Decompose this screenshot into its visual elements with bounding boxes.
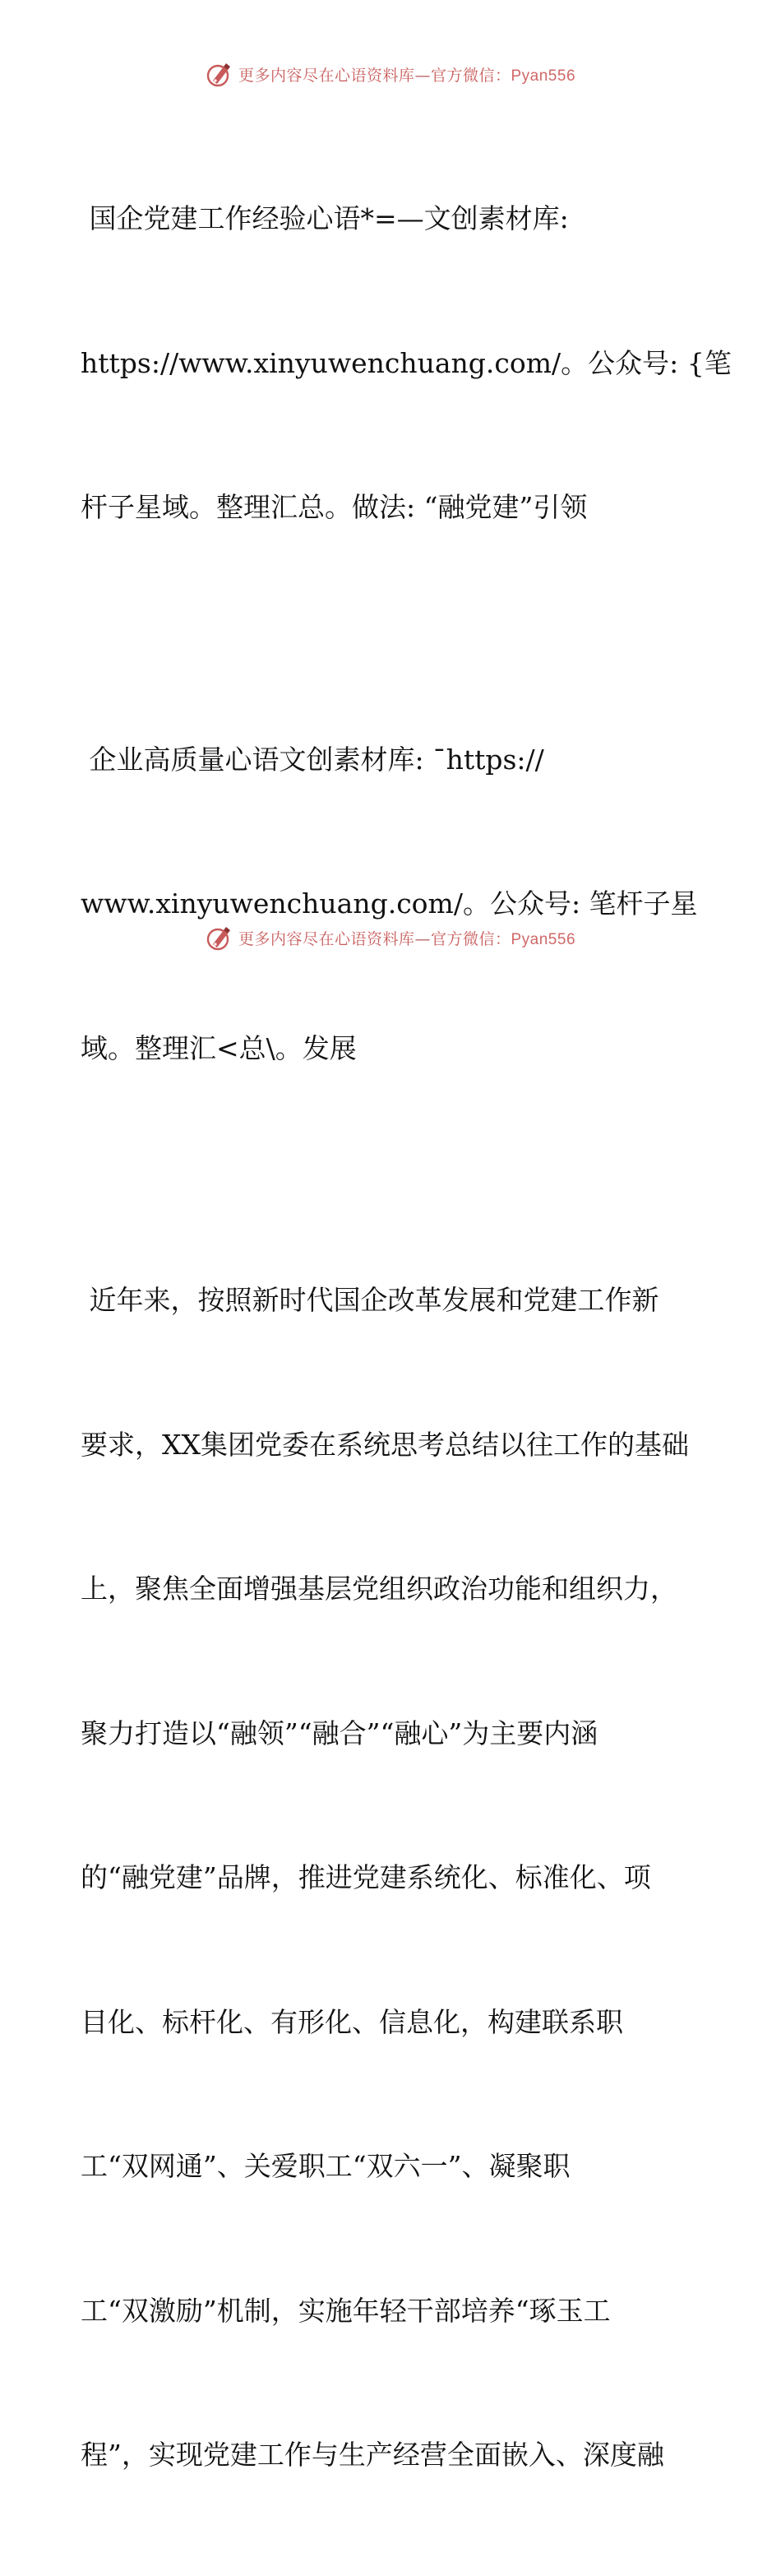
pen-nib-logo-icon <box>206 924 233 952</box>
text-line: 目化、标杆化、有形化、信息化，构建联系职 <box>81 2005 623 2038</box>
text-line: 工“双网通”、关爱职工“双六一”、凝聚职 <box>81 2150 571 2182</box>
text-line: 程”，实现党建工作与生产经营全面嵌入、深度融 <box>81 2439 664 2471</box>
text-line: https://www.xinyuwenchuang.com/。公众号: {笔 <box>81 346 732 379</box>
text-line: 工“双激励”机制，实施年轻干部培养“琢玉工 <box>81 2294 611 2327</box>
banner-dash: — <box>414 929 431 948</box>
banner-official-label: 官方微信： <box>430 929 511 948</box>
banner-dash: — <box>414 66 431 85</box>
banner-wechat-id: Pyan556 <box>511 67 576 85</box>
banner-site-name: 更多内容尽在心语资料库 <box>238 66 415 85</box>
text-line: 企业高质量心语文创素材库: ¯https:// <box>81 743 544 776</box>
banner-text <box>238 63 575 86</box>
text-line: 杆子星域。整理汇总。做法: “融党建”引领 <box>81 491 588 523</box>
pen-nib-logo-icon <box>206 60 233 88</box>
header-banner <box>0 58 781 90</box>
text-line: 聚力打造以“融领”“融合”“融心”为主要内涵 <box>81 1717 598 1749</box>
paragraph-2 <box>81 640 705 1170</box>
paragraph-gap <box>81 1169 705 1180</box>
paragraph-1 <box>81 99 732 628</box>
text-line: 国企党建工作经验心语*=—文创素材库: <box>81 202 569 234</box>
paragraph-3 <box>81 1180 705 2576</box>
paragraph-gap <box>81 628 705 640</box>
document-body <box>81 99 732 2576</box>
footer-banner <box>0 921 781 954</box>
banner-official-label: 官方微信： <box>430 66 511 85</box>
banner-wechat-id: Pyan556 <box>511 930 576 948</box>
banner-content <box>206 924 575 952</box>
text-line: 要求，XX集团党委在系统思考总结以往工作的基础 <box>81 1428 689 1461</box>
text-line: www.xinyuwenchuang.com/。公众号: 笔杆子星 <box>81 887 698 920</box>
banner-site-name: 更多内容尽在心语资料库 <box>238 929 415 948</box>
text-line: 近年来，按照新时代国企改革发展和党建工作新 <box>81 1284 659 1316</box>
banner-content <box>206 60 575 88</box>
banner-text <box>238 927 575 949</box>
text-line: 上，聚焦全面增强基层党组织政治功能和组织力， <box>81 1573 677 1605</box>
text-line: 域。整理汇<总\。发展 <box>81 1031 357 1064</box>
text-line: 的“融党建”品牌，推进党建系统化、标准化、项 <box>81 1861 651 1893</box>
